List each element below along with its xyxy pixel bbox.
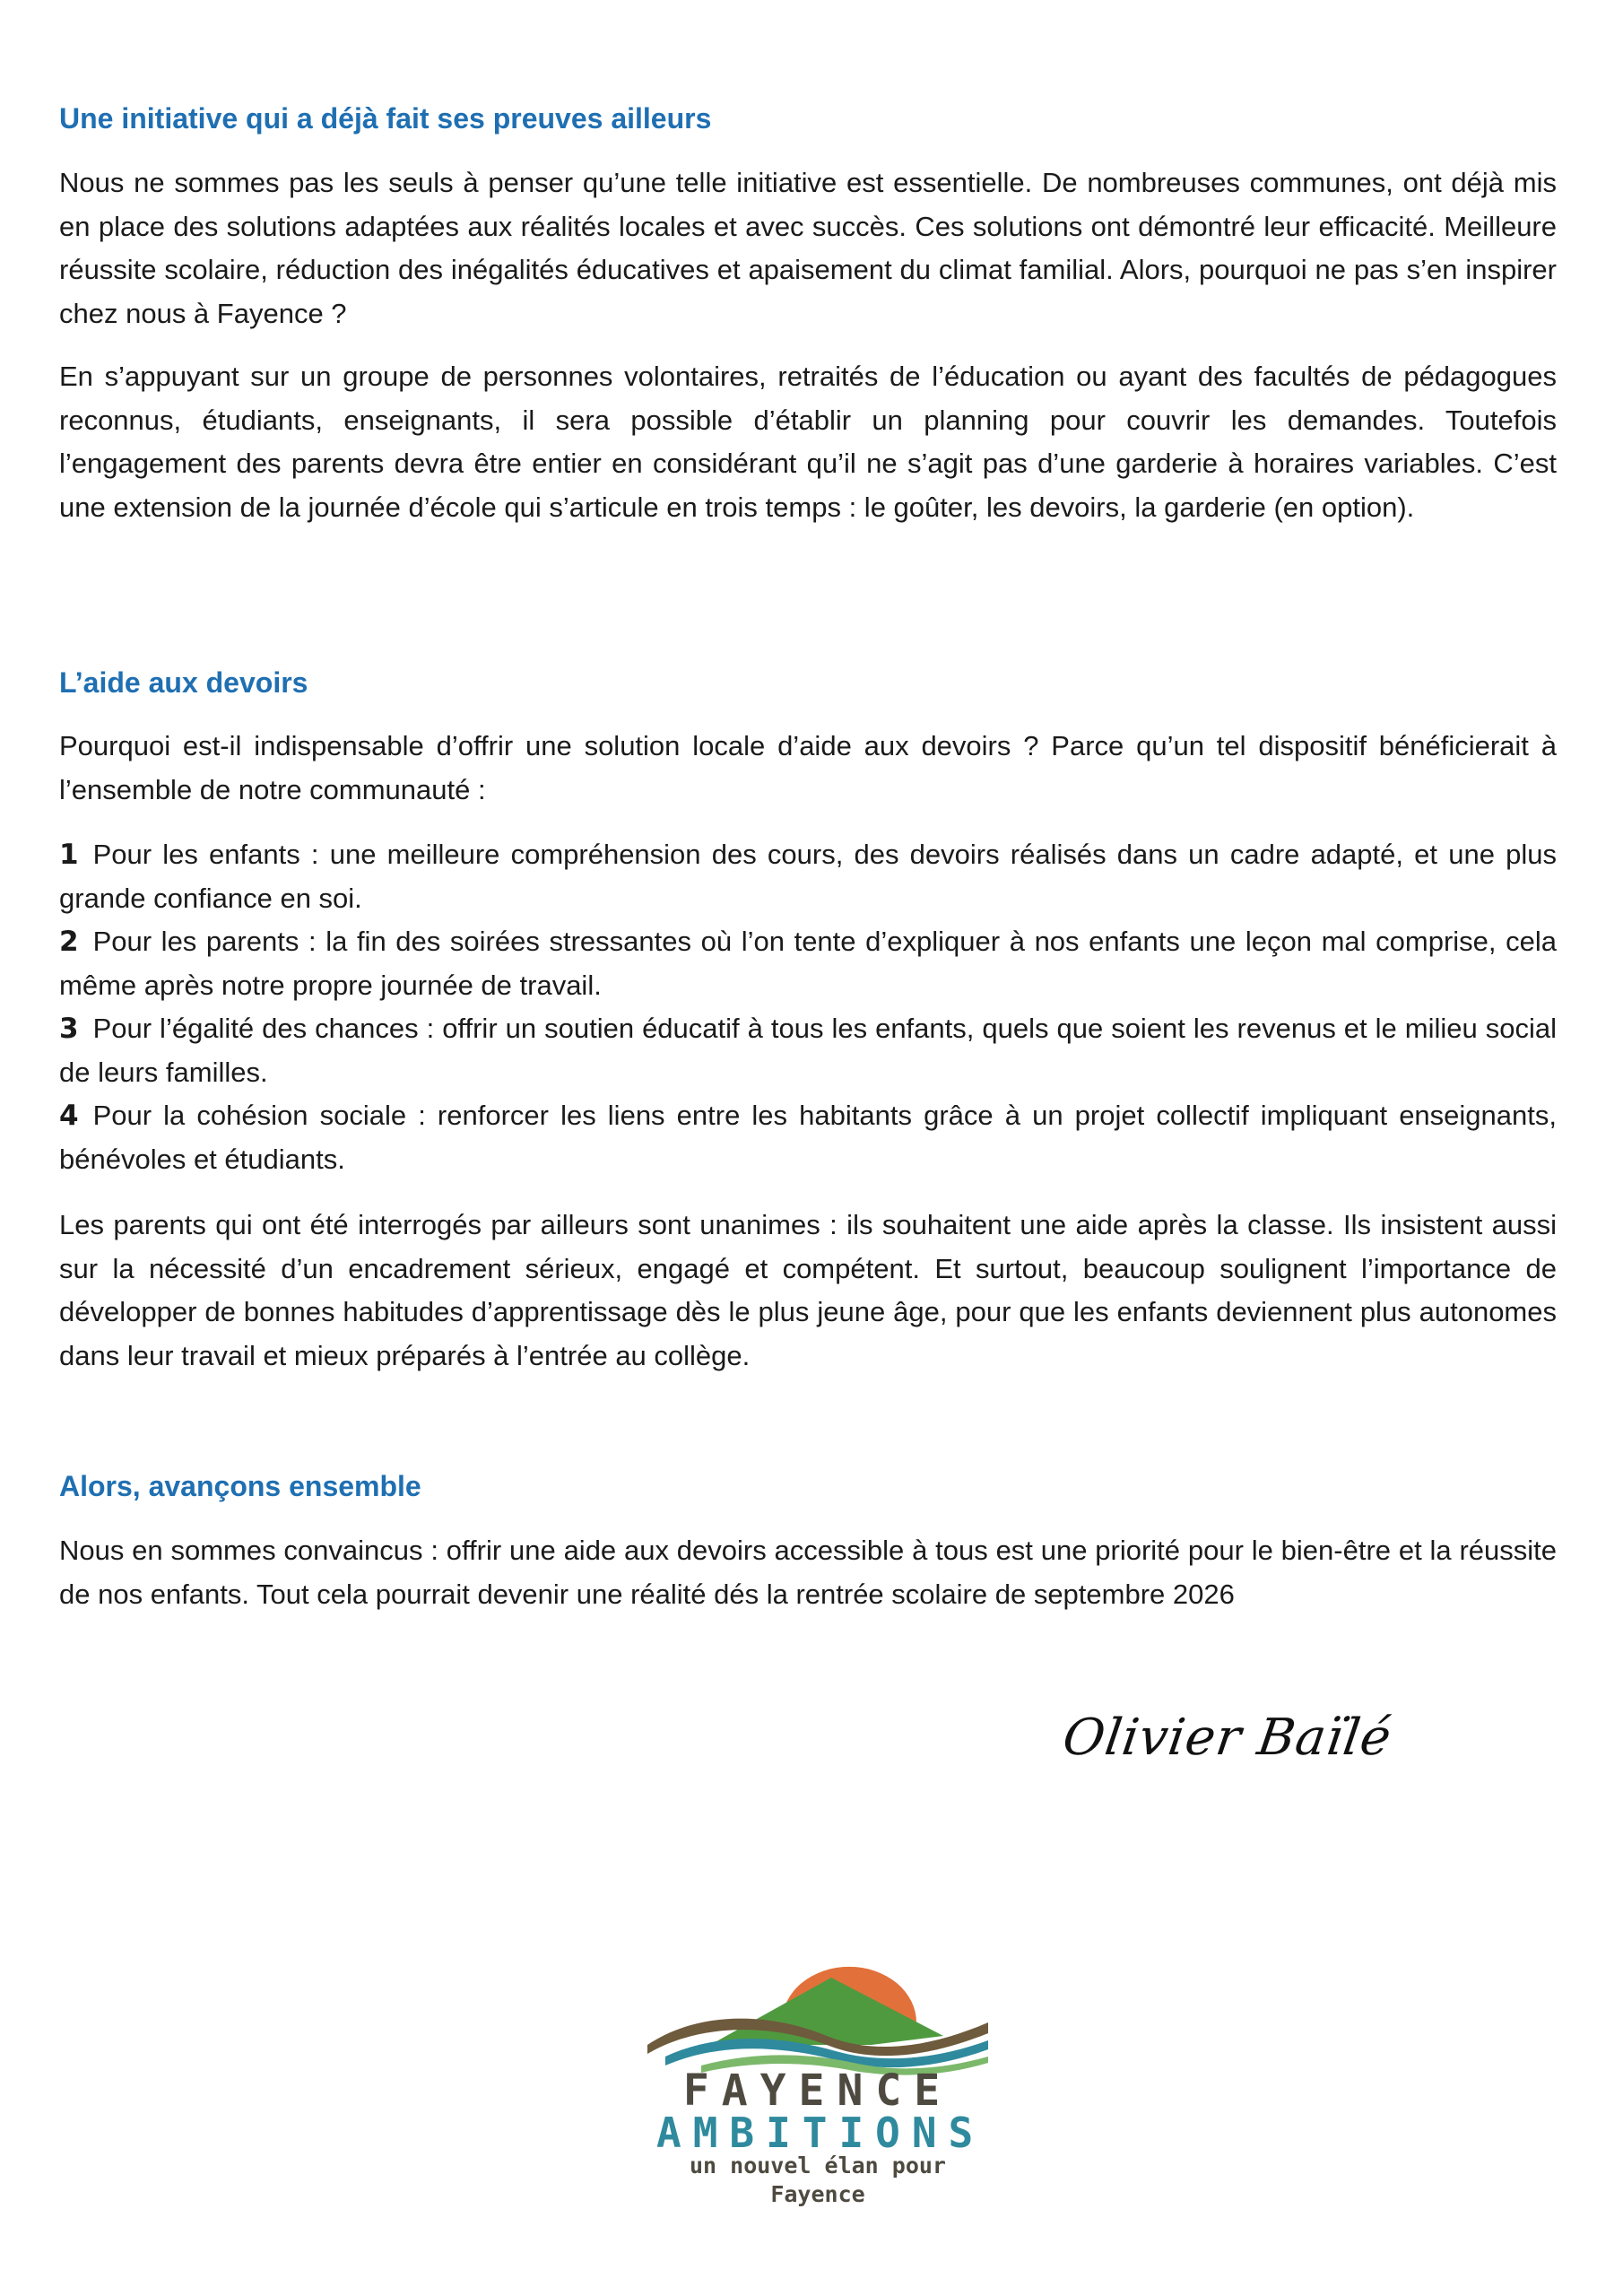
paragraph: En s’appuyant sur un groupe de personnes volontaires, retraités de l’éducation ou ayant des facultés de pédagogues reconnus, étudiants, enseignants, il sera possible d’établir un planning pour couvrir les demandes. Toutefois l’engagement des parents devra être entier en considérant qu’il ne s’agit pas d’une garderie à horaires variables. C’est une extension de la journée d’école qui s’articule en trois temps : le goûter, les devoirs, la garderie (en option). [59, 361, 1557, 523]
list-number: 3 [59, 1013, 79, 1045]
section-avancons [59, 1468, 1557, 1504]
list-number: 1 [59, 839, 79, 871]
section-title: L’aide aux devoirs [59, 666, 308, 699]
list-number: 4 [59, 1100, 79, 1132]
list-number: 2 [59, 926, 79, 958]
list-text: Pour les parents : la fin des soirées stressantes où l’on tente d’expliquer à nos enfants une leçon mal comprise, cela même après notre propre journée de travail. [59, 926, 1557, 1001]
list-item [59, 1007, 1557, 1094]
section-initiative-body-2 [59, 355, 1557, 529]
benefits-list [59, 833, 1557, 1181]
list-text: Pour les enfants : une meilleure compréhension des cours, des devoirs réalisés dans un cadre adapté, et une plus grande confiance en soi. [59, 839, 1557, 914]
paragraph: Nous en sommes convaincus : offrir une aide aux devoirs accessible à tous est une priorité pour le bien-être et la réussite de nos enfants. Tout cela pourrait devenir une réalité dés la rentrée scolaire de septembre 2026 [59, 1535, 1557, 1610]
section-title: Une initiative qui a déjà fait ses preuves ailleurs [59, 102, 712, 135]
list-item [59, 1094, 1557, 1181]
list-text: Pour l’égalité des chances : offrir un soutien éducatif à tous les enfants, quels que soient les revenus et le milieu social de leurs familles. [59, 1013, 1557, 1088]
logo-tagline: un nouvel élan pour Fayence [690, 2152, 946, 2207]
signature: Olivier Baïlé [1059, 1709, 1396, 1767]
section-initiative-body [59, 161, 1557, 335]
list-text: Pour la cohésion sociale : renforcer les liens entre les habitants grâce à un projet collectif impliquant enseignants, bénévoles et étudiants. [59, 1100, 1557, 1175]
logo-line-1: FAYENCE [682, 2066, 953, 2116]
fayence-ambitions-logo [647, 1960, 988, 2207]
section-title: Alors, avançons ensemble [59, 1470, 421, 1502]
section-aide-intro [59, 725, 1557, 812]
section-initiative [59, 100, 1557, 136]
section-avancons-body [59, 1529, 1557, 1616]
paragraph: Nous ne sommes pas les seuls à penser qu’une telle initiative est essentielle. De nombreuses communes, ont déjà mis en place des solutions adaptées aux réalités locales et avec succès. Ces solutions ont démontré leur efficacité. Meilleure réussite scolaire, réduction des inégalités éducatives et apaisement du climat familial. Alors, pourquoi ne pas s’en inspirer chez nous à Fayence ? [59, 167, 1557, 329]
section-aide-devoirs [59, 665, 1557, 700]
logo-emblem-icon [647, 1960, 988, 2076]
list-item [59, 920, 1557, 1007]
list-item [59, 833, 1557, 920]
logo-line-2: AMBITIONS [656, 2109, 985, 2157]
section-aide-closing [59, 1204, 1557, 1378]
paragraph: Pourquoi est-il indispensable d’offrir une solution locale d’aide aux devoirs ? Parce qu’un tel dispositif bénéficierait à l’ensemble de notre communauté : [59, 730, 1557, 805]
paragraph: Les parents qui ont été interrogés par ailleurs sont unanimes : ils souhaitent une aide après la classe. Ils insistent aussi sur la nécessité d’un encadrement sérieux, engagé et compétent. Et surtout, beaucoup soulignent l’importance de développer de bonnes habitudes d’apprentissage dès le plus jeune âge, pour que les enfants deviennent plus autonomes dans leur travail et mieux préparés à l’entrée au collège. [59, 1209, 1557, 1371]
